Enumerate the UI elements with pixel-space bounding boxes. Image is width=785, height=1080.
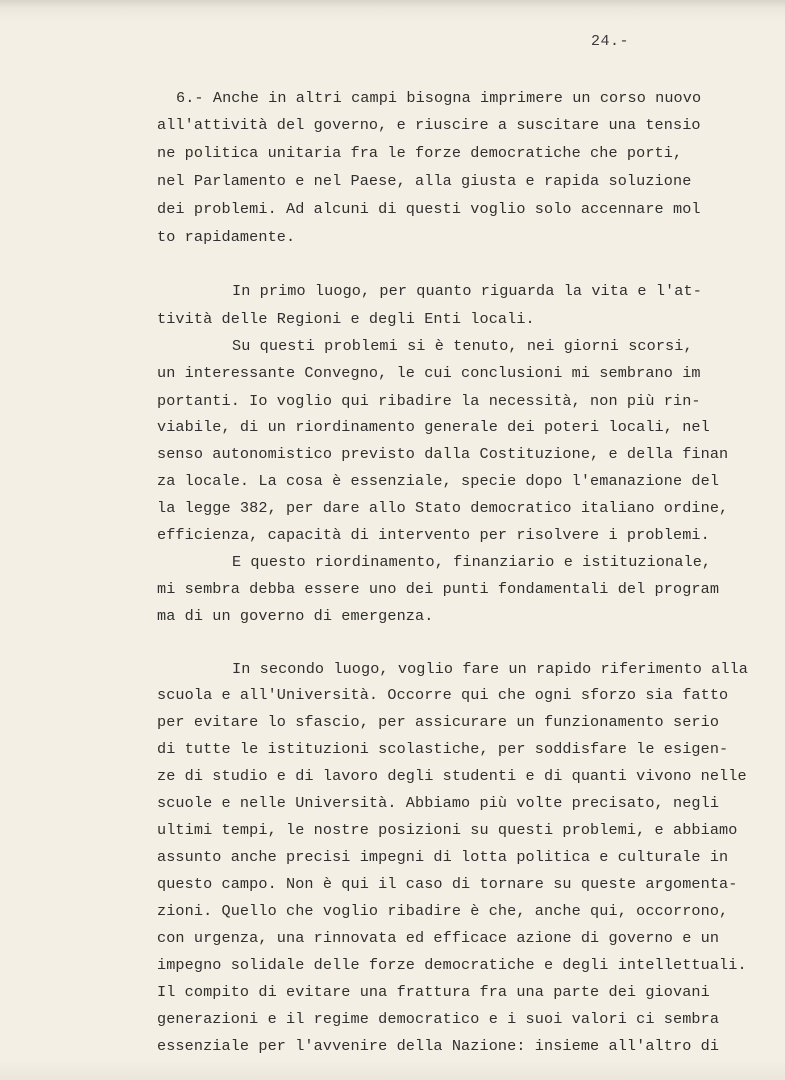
text-line: mi sembra debba essere uno dei punti fondamentali del program — [157, 580, 720, 598]
text-line: con urgenza, una rinnovata ed efficace azione di governo e un — [157, 929, 720, 947]
text-line: all'attività del governo, e riuscire a suscitare una tensio — [157, 116, 701, 134]
text-line: scuola e all'Università. Occorre qui che ogni sforzo sia fatto — [157, 686, 729, 704]
text-line: to rapidamente. — [157, 228, 296, 246]
text-line: di tutte le istituzioni scolastiche, per soddisfare le esigen- — [157, 740, 729, 758]
text-line: tività delle Regioni e degli Enti locali. — [157, 310, 535, 328]
text-line: questo campo. Non è qui il caso di tornare su queste argomenta- — [157, 875, 738, 893]
text-line: E questo riordinamento, finanziario e istituzionale, — [232, 553, 712, 571]
text-line: generazioni e il regime democratico e i suoi valori ci sembra — [157, 1010, 720, 1028]
text-line: ze di studio e di lavoro degli studenti e di quanti vivono nelle — [157, 767, 747, 785]
text-line: per evitare lo sfascio, per assicurare un funzionamento serio — [157, 713, 720, 731]
text-line: zioni. Quello che voglio ribadire è che, anche qui, occorrono, — [157, 902, 729, 920]
text-line: In primo luogo, per quanto riguarda la vita e l'at- — [232, 282, 702, 300]
text-line: ultimi tempi, le nostre posizioni su questi problemi, e abbiamo — [157, 821, 738, 839]
text-line: nel Parlamento e nel Paese, alla giusta e rapida soluzione — [157, 172, 692, 190]
text-line: portanti. Io voglio qui ribadire la necessità, non più rin- — [157, 392, 701, 410]
text-line: efficienza, capacità di intervento per risolvere i problemi. — [157, 526, 710, 544]
text-line: dei problemi. Ad alcuni di questi voglio solo accennare mol — [157, 200, 701, 218]
text-line: ne politica unitaria fra le forze democratiche che porti, — [157, 144, 683, 162]
text-line: ma di un governo di emergenza. — [157, 607, 434, 625]
text-line: assunto anche precisi impegni di lotta politica e culturale in — [157, 848, 729, 866]
text-line: senso autonomistico previsto dalla Costituzione, e della finan — [157, 445, 729, 463]
text-line: za locale. La cosa è essenziale, specie dopo l'emanazione del — [157, 472, 720, 490]
text-line: scuole e nelle Università. Abbiamo più volte precisato, negli — [157, 794, 720, 812]
text-line: viabile, di un riordinamento generale dei poteri locali, nel — [157, 418, 710, 436]
text-line: essenziale per l'avvenire della Nazione: insieme all'altro di — [157, 1037, 720, 1055]
text-line: impegno solidale delle forze democratiche e degli intellettuali. — [157, 956, 747, 974]
text-line: Su questi problemi si è tenuto, nei giorni scorsi, — [232, 337, 693, 355]
text-line: un interessante Convegno, le cui conclusioni mi sembrano im — [157, 364, 701, 382]
text-line: 6.- Anche in altri campi bisogna imprimere un corso nuovo — [176, 89, 702, 107]
page-number: 24.- — [591, 33, 630, 50]
text-line: Il compito di evitare una frattura fra una parte dei giovani — [157, 983, 710, 1001]
text-line: la legge 382, per dare allo Stato democratico italiano ordine, — [157, 499, 729, 517]
text-line: In secondo luogo, voglio fare un rapido riferimento alla — [232, 660, 748, 678]
